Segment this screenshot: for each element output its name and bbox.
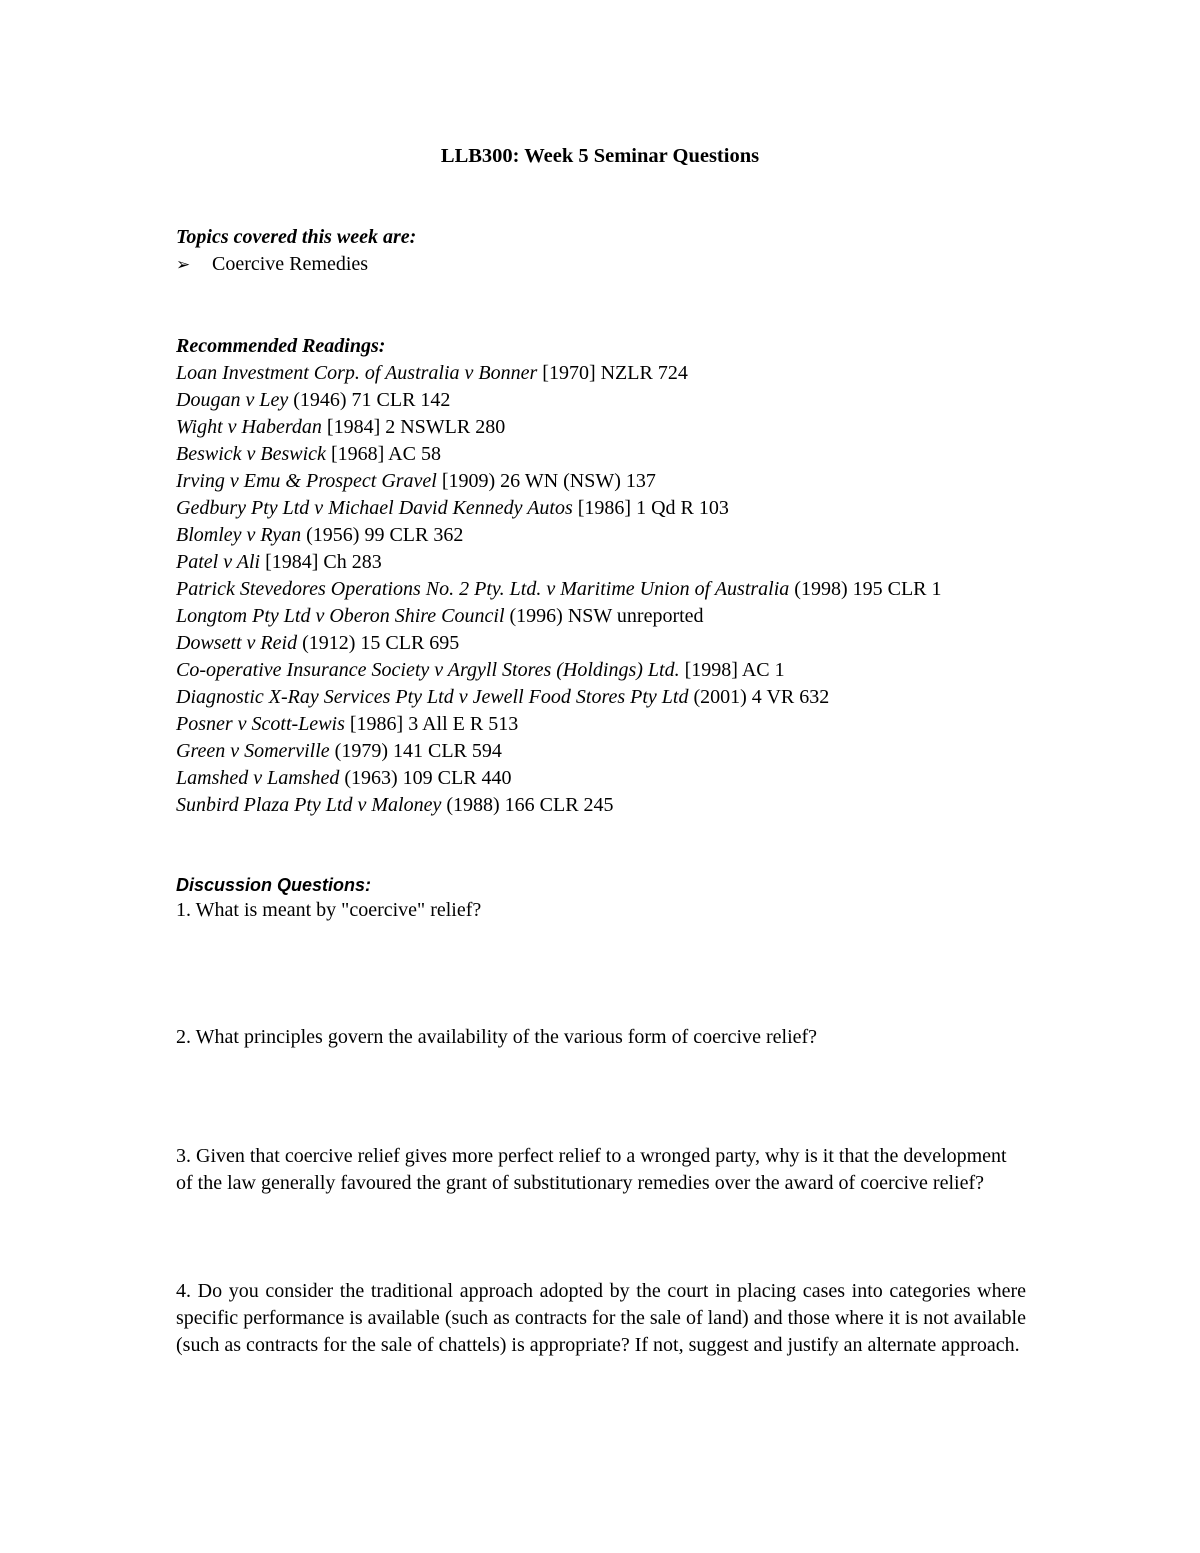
case-citation: (1956) 99 CLR 362 (301, 524, 464, 546)
case-citation: [1984] 2 NSWLR 280 (321, 416, 506, 438)
case-name: Blomley v Ryan (176, 524, 302, 546)
case-citation: [1968] AC 58 (325, 443, 441, 465)
discussion-heading: Discussion Questions: (176, 875, 372, 895)
arrow-bullet-icon: ➢ (176, 255, 191, 275)
reading-item (176, 792, 1026, 819)
case-name: Diagnostic X-Ray Services Pty Ltd v Jewell Food Stores Pty Ltd (176, 686, 689, 708)
reading-item (176, 360, 1026, 387)
case-name: Patrick Stevedores Operations No. 2 Pty. Ltd. v Maritime Union of Australia (176, 578, 790, 600)
reading-item (176, 765, 1026, 792)
case-name: Beswick v Beswick (176, 443, 326, 465)
case-name: Co-operative Insurance Society v Argyll Stores (Holdings) Ltd. (176, 659, 680, 681)
case-citation: (1946) 71 CLR 142 (288, 389, 451, 411)
reading-item (176, 522, 1026, 549)
case-citation: [1909) 26 WN (NSW) 137 (436, 470, 656, 492)
readings-list (176, 360, 1026, 819)
case-citation: (2001) 4 VR 632 (688, 686, 830, 708)
reading-item (176, 549, 1026, 576)
discussion-question-1: 1. What is meant by "coercive" relief? (176, 899, 482, 921)
case-citation: (1912) 15 CLR 695 (297, 632, 460, 654)
case-name: Lamshed v Lamshed (176, 767, 340, 789)
readings-heading: Recommended Readings: (176, 335, 386, 357)
case-name: Patel v Ali (176, 551, 261, 573)
reading-item (176, 441, 1026, 468)
reading-item (176, 657, 1026, 684)
reading-item (176, 711, 1026, 738)
case-citation: [1984] Ch 283 (260, 551, 382, 573)
case-name: Loan Investment Corp. of Australia v Bonner (176, 362, 538, 384)
case-citation: (1996) NSW unreported (504, 605, 704, 627)
case-name: Irving v Emu & Prospect Gravel (176, 470, 437, 492)
case-name: Wight v Haberdan (176, 416, 322, 438)
topic-label: Coercive Remedies (212, 253, 369, 275)
reading-item (176, 576, 1026, 603)
case-citation: [1986] 3 All E R 513 (344, 713, 519, 735)
topics-heading: Topics covered this week are: (176, 226, 417, 248)
case-name: Sunbird Plaza Pty Ltd v Maloney (176, 794, 442, 816)
case-name: Green v Somerville (176, 740, 330, 762)
reading-item (176, 387, 1026, 414)
case-citation: (1979) 141 CLR 594 (329, 740, 502, 762)
case-name: Dowsett v Reid (176, 632, 298, 654)
discussion-question-4: 4. Do you consider the traditional approach adopted by the court in placing cases into categories where specific performance is available (such as contracts for the sale of land) and those where it is not available (such as contracts for the sale of chattels) is appropriate? If not, suggest and justify an alternate approach. (176, 1280, 1026, 1356)
page-title: LLB300: Week 5 Seminar Questions (440, 145, 760, 167)
case-citation: (1963) 109 CLR 440 (339, 767, 512, 789)
case-name: Longtom Pty Ltd v Oberon Shire Council (176, 605, 505, 627)
discussion-question-2: 2. What principles govern the availability of the various form of coercive relief? (176, 1026, 818, 1048)
case-citation: [1970] NZLR 724 (537, 362, 688, 384)
case-name: Dougan v Ley (176, 389, 289, 411)
case-name: Posner v Scott-Lewis (176, 713, 345, 735)
reading-item (176, 630, 1026, 657)
reading-item (176, 414, 1026, 441)
reading-item (176, 495, 1026, 522)
case-citation: [1998] AC 1 (679, 659, 785, 681)
topic-item (176, 251, 1026, 279)
case-name: Gedbury Pty Ltd v Michael David Kennedy Autos (176, 497, 573, 519)
case-citation: [1986] 1 Qd R 103 (572, 497, 729, 519)
reading-item (176, 468, 1026, 495)
reading-item (176, 738, 1026, 765)
discussion-question-3: 3. Given that coercive relief gives more perfect relief to a wronged party, why is it that the development of the law generally favoured the grant of substitutionary remedies over the award of coercive relief? (176, 1145, 1007, 1194)
reading-item (176, 603, 1026, 630)
case-citation: (1998) 195 CLR 1 (789, 578, 942, 600)
case-citation: (1988) 166 CLR 245 (441, 794, 614, 816)
reading-item (176, 684, 1026, 711)
